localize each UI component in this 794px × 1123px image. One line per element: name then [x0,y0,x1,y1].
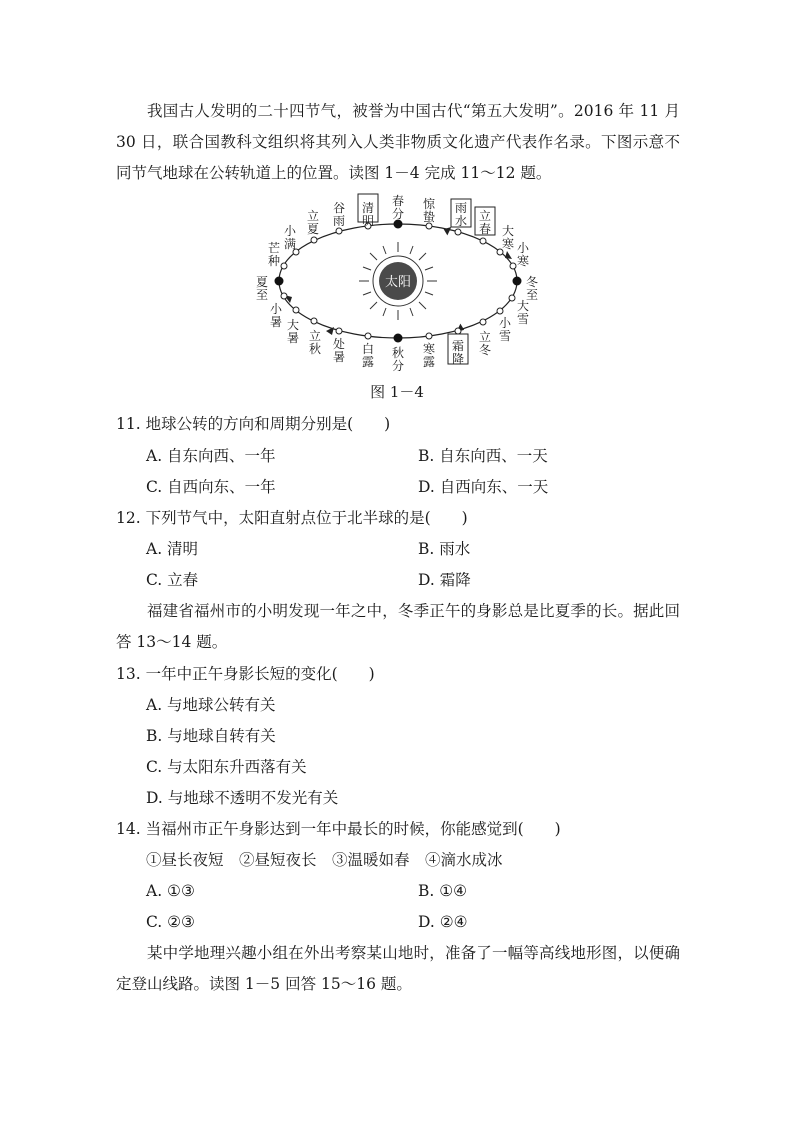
term-xiazhi: 夏至 [255,275,269,302]
term-chunfen: 春分 [391,194,405,221]
question-14-option-a[interactable]: A. ①③ [146,882,195,900]
marker-lidong [480,319,486,325]
question-11-option-d[interactable]: D. 自西向东、一天 [418,478,549,496]
question-14-statements: ①昼长夜短 ②昼短夜长 ③温暖如春 ④滴水成冰 [146,851,503,869]
term-lixia: 立夏 [306,209,320,236]
term-dongzhi: 冬至 [525,275,539,302]
marker-guyu [336,228,342,234]
term-dashu: 大暑 [286,318,300,345]
term-liqiu: 立秋 [308,329,322,356]
term-xiaoman: 小满 [283,224,297,251]
question-13-option-c[interactable]: C. 与太阳东升西落有关 [146,758,307,776]
marker-liqiu [311,318,317,324]
term-yushui: 雨水 [454,201,468,228]
marker-dashu [293,307,299,313]
term-hanlu: 寒露 [422,342,436,369]
term-qingming: 清明 [361,201,375,228]
marker-hanlu [426,333,432,339]
marker-xiazhi [275,277,284,286]
question-13-stem: 13. 一年中正午身影长短的变化( ) [116,665,375,683]
question-13-option-d[interactable]: D. 与地球不透明不发光有关 [146,789,339,807]
question-12-option-d[interactable]: D. 霜降 [418,571,471,589]
intro-paragraph-1: 我国古人发明的二十四节气，被誉为中国古代“第五大发明”。2016 年 11 月 30 日，联合国教科文组织将其列入人类非物质文化遗产代表作名录。下图示意不同节气地球在公转轨道上的位置。读图 1－4 完成 11～12 题。 [116,102,680,182]
marker-lichun [480,238,486,244]
figure-caption: 图 1－4 [370,383,424,401]
orbit-diagram [0,190,794,390]
marker-dongzhi [513,277,522,286]
term-lidong: 立冬 [478,330,492,357]
term-xiaohan: 小寒 [516,241,530,268]
marker-xiaoshu [281,293,287,299]
term-lichun: 立春 [478,209,492,236]
marker-daxue [509,295,515,301]
term-daxue: 大雪 [516,299,530,326]
term-bailu: 白露 [361,342,375,369]
marker-xiaoxue [497,308,503,314]
question-12-option-c[interactable]: C. 立春 [146,571,199,589]
sun-label: 太阳 [384,275,412,290]
question-12-option-a[interactable]: A. 清明 [146,540,199,558]
term-xiaoxue: 小雪 [498,316,512,343]
question-13-option-b[interactable]: B. 与地球自转有关 [146,727,276,745]
intro-paragraph-2: 福建省福州市的小明发现一年之中，冬季正午的身影总是比夏季的长。据此回答 13～14 题。 [116,602,680,651]
term-xiaoshu: 小暑 [269,302,283,329]
term-dahan: 大寒 [501,224,515,251]
term-jingzhe: 惊蛰 [422,197,436,224]
term-mangzhong: 芒种 [267,241,281,268]
term-qiufen: 秋分 [391,346,405,373]
question-14-stem: 14. 当福州市正午身影达到一年中最长的时候，你能感觉到( ) [116,820,561,838]
question-12-option-b[interactable]: B. 雨水 [418,540,471,558]
term-chushu: 处暑 [332,337,346,364]
term-shuangjiang: 霜降 [451,339,465,366]
intro-paragraph-3: 某中学地理兴趣小组在外出考察某山地时，准备了一幅等高线地形图，以便确定登山线路。读图 1－5 回答 15～16 题。 [116,944,680,993]
question-11-option-a[interactable]: A. 自东向西、一年 [146,447,276,465]
question-12-stem: 12. 下列节气中，太阳直射点位于北半球的是( ) [116,509,468,527]
question-11-option-c[interactable]: C. 自西向东、一年 [146,478,276,496]
question-14-option-c[interactable]: C. ②③ [146,913,195,931]
question-11-option-b[interactable]: B. 自东向西、一天 [418,447,548,465]
marker-chushu [336,328,342,334]
term-guyu: 谷雨 [332,201,346,228]
marker-yushui [455,229,461,235]
orbit-arrow-icon [505,251,512,259]
question-14-option-b[interactable]: B. ①④ [418,882,468,900]
marker-bailu [365,333,371,339]
question-13-option-a[interactable]: A. 与地球公转有关 [146,696,276,714]
question-11-stem: 11. 地球公转的方向和周期分别是( ) [116,415,391,433]
marker-qiufen [394,334,403,343]
question-14-option-d[interactable]: D. ②④ [418,913,468,931]
marker-xiaohan [510,263,516,269]
marker-mangzhong [281,263,287,269]
marker-lixia [311,237,317,243]
marker-shuangjiang [455,328,461,334]
